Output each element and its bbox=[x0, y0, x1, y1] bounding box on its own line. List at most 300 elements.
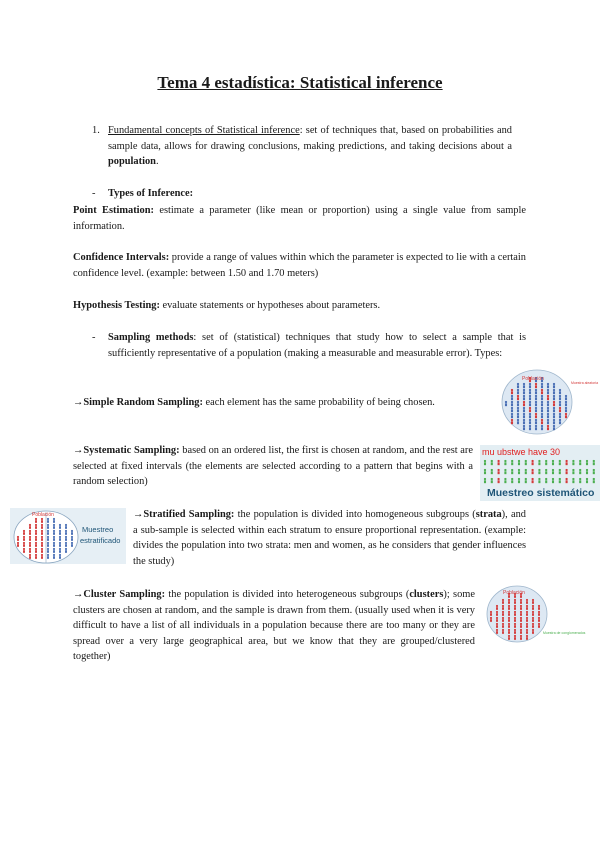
person-figure-icon bbox=[565, 460, 567, 462]
person-figure-icon bbox=[538, 613, 540, 616]
person-figure-icon bbox=[518, 469, 520, 471]
person-figure-icon bbox=[523, 409, 525, 412]
person-figure-icon bbox=[53, 532, 55, 535]
person-figure-icon bbox=[541, 389, 543, 391]
person-figure-icon bbox=[517, 389, 519, 391]
person-figure-icon bbox=[547, 401, 549, 403]
person-figure-icon bbox=[559, 469, 561, 471]
person-figure-icon bbox=[41, 550, 43, 553]
person-figure-icon bbox=[538, 462, 540, 465]
person-figure-icon bbox=[65, 550, 67, 553]
person-figure-icon bbox=[529, 383, 531, 385]
person-figure-icon bbox=[523, 395, 525, 397]
person-figure-icon bbox=[579, 480, 581, 483]
person-figure-icon bbox=[508, 599, 510, 601]
person-figure-icon bbox=[484, 462, 486, 465]
person-figure-icon bbox=[35, 524, 37, 526]
person-figure-icon bbox=[535, 401, 537, 403]
person-figure-icon bbox=[517, 395, 519, 397]
person-figure-icon bbox=[565, 413, 567, 415]
person-figure-icon bbox=[502, 625, 504, 628]
person-figure-icon bbox=[41, 538, 43, 541]
person-figure-icon bbox=[532, 617, 534, 619]
person-figure-icon bbox=[505, 403, 507, 406]
person-figure-icon bbox=[491, 478, 493, 480]
person-figure-icon bbox=[53, 550, 55, 553]
simple-random-paragraph bbox=[73, 395, 491, 411]
person-figure-icon bbox=[535, 385, 537, 388]
person-figure-icon bbox=[511, 413, 513, 415]
person-figure-icon bbox=[59, 538, 61, 541]
person-figure-icon bbox=[23, 542, 25, 544]
person-figure-icon bbox=[511, 471, 513, 474]
bold-term: strata bbox=[475, 509, 502, 520]
person-figure-icon bbox=[35, 542, 37, 544]
person-figure-icon bbox=[502, 605, 504, 607]
person-figure-icon bbox=[498, 480, 500, 483]
person-figure-icon bbox=[65, 536, 67, 538]
image-caption-line2: estratificado bbox=[80, 536, 121, 545]
person-figure-icon bbox=[29, 532, 31, 535]
person-figure-icon bbox=[552, 480, 554, 483]
person-figure-icon bbox=[593, 471, 595, 474]
person-figure-icon bbox=[53, 530, 55, 532]
person-figure-icon bbox=[547, 415, 549, 418]
person-figure-icon bbox=[553, 425, 555, 427]
person-figure-icon bbox=[53, 556, 55, 559]
person-figure-icon bbox=[47, 530, 49, 532]
person-figure-icon bbox=[511, 403, 513, 406]
person-figure-icon bbox=[526, 631, 528, 634]
person-figure-icon bbox=[523, 391, 525, 394]
person-figure-icon bbox=[496, 607, 498, 610]
person-figure-icon bbox=[535, 407, 537, 409]
person-figure-icon bbox=[553, 413, 555, 415]
person-figure-icon bbox=[535, 409, 537, 412]
person-figure-icon bbox=[529, 425, 531, 427]
person-figure-icon bbox=[529, 401, 531, 403]
person-figure-icon bbox=[593, 462, 595, 465]
person-figure-icon bbox=[541, 403, 543, 406]
person-figure-icon bbox=[532, 613, 534, 616]
person-figure-icon bbox=[517, 391, 519, 394]
person-figure-icon bbox=[559, 391, 561, 394]
person-figure-icon bbox=[566, 462, 568, 465]
person-figure-icon bbox=[535, 425, 537, 427]
person-figure-icon bbox=[65, 524, 67, 526]
person-figure-icon bbox=[547, 407, 549, 409]
person-figure-icon bbox=[511, 480, 513, 483]
person-figure-icon bbox=[532, 480, 534, 483]
person-figure-icon bbox=[559, 413, 561, 415]
person-figure-icon bbox=[504, 469, 506, 471]
definition: evaluate statements or hypotheses about parameters. bbox=[159, 300, 381, 311]
person-figure-icon bbox=[547, 397, 549, 400]
person-figure-icon bbox=[535, 397, 537, 400]
person-figure-icon bbox=[547, 427, 549, 430]
point-estimation-paragraph bbox=[73, 203, 526, 234]
person-figure-icon bbox=[35, 544, 37, 547]
person-figure-icon bbox=[532, 619, 534, 622]
person-figure-icon bbox=[47, 550, 49, 553]
person-figure-icon bbox=[47, 538, 49, 541]
person-figure-icon bbox=[497, 469, 499, 471]
definition-part1: the population is divided into homogeneous subgroups ( bbox=[234, 509, 476, 520]
person-figure-icon bbox=[559, 409, 561, 412]
person-figure-icon bbox=[541, 385, 543, 388]
person-figure-icon bbox=[535, 415, 537, 418]
person-figure-icon bbox=[53, 526, 55, 529]
person-figure-icon bbox=[71, 544, 73, 547]
person-figure-icon bbox=[532, 601, 534, 604]
person-figure-icon bbox=[523, 385, 525, 388]
person-figure-icon bbox=[553, 391, 555, 394]
person-figure-icon bbox=[502, 619, 504, 622]
person-figure-icon bbox=[65, 526, 67, 529]
person-figure-icon bbox=[496, 611, 498, 613]
person-figure-icon bbox=[526, 635, 528, 637]
person-figure-icon bbox=[41, 520, 43, 523]
person-figure-icon bbox=[545, 460, 547, 462]
person-figure-icon bbox=[532, 605, 534, 607]
person-figure-icon bbox=[484, 460, 486, 462]
person-figure-icon bbox=[565, 409, 567, 412]
person-figure-icon bbox=[514, 619, 516, 622]
person-figure-icon bbox=[520, 629, 522, 631]
person-figure-icon bbox=[553, 409, 555, 412]
image-label: Población bbox=[503, 590, 525, 596]
person-figure-icon bbox=[508, 623, 510, 625]
person-figure-icon bbox=[41, 518, 43, 520]
person-figure-icon bbox=[553, 407, 555, 409]
person-figure-icon bbox=[565, 395, 567, 397]
person-figure-icon bbox=[496, 619, 498, 622]
person-figure-icon bbox=[17, 538, 19, 541]
person-figure-icon bbox=[520, 617, 522, 619]
person-figure-icon bbox=[53, 544, 55, 547]
person-figure-icon bbox=[586, 471, 588, 474]
cluster-sampling-image bbox=[485, 584, 586, 644]
term: →Simple Random Sampling: bbox=[73, 397, 203, 408]
person-figure-icon bbox=[572, 480, 574, 483]
person-figure-icon bbox=[553, 421, 555, 424]
person-figure-icon bbox=[35, 518, 37, 520]
person-figure-icon bbox=[553, 415, 555, 418]
person-figure-icon bbox=[526, 607, 528, 610]
person-figure-icon bbox=[541, 401, 543, 403]
person-figure-icon bbox=[41, 548, 43, 550]
definition: estimate a parameter (like mean or proportion) using a single value from sample information. bbox=[73, 205, 526, 232]
person-figure-icon bbox=[511, 397, 513, 400]
person-figure-icon bbox=[502, 607, 504, 610]
person-figure-icon bbox=[484, 478, 486, 480]
person-figure-icon bbox=[504, 478, 506, 480]
person-figure-icon bbox=[541, 415, 543, 418]
person-figure-icon bbox=[518, 471, 520, 474]
term: Hypothesis Testing: bbox=[73, 300, 160, 311]
person-figure-icon bbox=[490, 617, 492, 619]
person-figure-icon bbox=[523, 415, 525, 418]
stratified-sampling-image bbox=[10, 508, 126, 564]
person-figure-icon bbox=[523, 403, 525, 406]
person-figure-icon bbox=[532, 631, 534, 634]
period: . bbox=[155, 156, 159, 167]
person-figure-icon bbox=[586, 460, 588, 462]
bold-term: population bbox=[108, 156, 156, 167]
person-figure-icon bbox=[504, 480, 506, 483]
person-figure-icon bbox=[502, 599, 504, 601]
simple-random-sampling-image bbox=[500, 368, 599, 436]
person-figure-icon bbox=[535, 403, 537, 406]
person-figure-icon bbox=[532, 599, 534, 601]
person-figure-icon bbox=[35, 538, 37, 541]
person-figure-icon bbox=[496, 605, 498, 607]
person-figure-icon bbox=[53, 542, 55, 544]
person-figure-icon bbox=[572, 469, 574, 471]
person-figure-icon bbox=[65, 530, 67, 532]
person-figure-icon bbox=[531, 469, 533, 471]
person-figure-icon bbox=[529, 391, 531, 394]
person-figure-icon bbox=[535, 427, 537, 430]
list-dash: - bbox=[92, 332, 96, 343]
person-figure-icon bbox=[559, 419, 561, 421]
person-figure-icon bbox=[526, 617, 528, 619]
handwritten-note: mu ubstwe have 30 bbox=[482, 447, 561, 457]
person-figure-icon bbox=[523, 401, 525, 403]
definition-part2: ); some clusters are chosen at random, and the sample is drawn from them. (usually used when it is very difficult to have a list of all individuals in a population because there are too many or they are spread over a very large geographical area, but we know that they are grouped/clustered together) bbox=[73, 589, 475, 662]
person-figure-icon bbox=[497, 478, 499, 480]
person-figure-icon bbox=[491, 471, 493, 474]
person-figure-icon bbox=[59, 544, 61, 547]
person-figure-icon bbox=[47, 542, 49, 544]
person-figure-icon bbox=[17, 544, 19, 547]
person-figure-icon bbox=[523, 421, 525, 424]
person-figure-icon bbox=[531, 478, 533, 480]
person-figure-icon bbox=[523, 419, 525, 421]
person-figure-icon bbox=[484, 471, 486, 474]
person-figure-icon bbox=[517, 385, 519, 388]
page-title: Tema 4 estadística: Statistical inference bbox=[157, 73, 443, 92]
person-figure-icon bbox=[59, 550, 61, 553]
person-figure-icon bbox=[17, 536, 19, 538]
person-figure-icon bbox=[497, 460, 499, 462]
person-figure-icon bbox=[59, 542, 61, 544]
person-figure-icon bbox=[559, 460, 561, 462]
person-figure-icon bbox=[17, 542, 19, 544]
person-figure-icon bbox=[490, 611, 492, 613]
person-figure-icon bbox=[593, 480, 595, 483]
person-figure-icon bbox=[35, 548, 37, 550]
person-figure-icon bbox=[593, 469, 595, 471]
person-figure-icon bbox=[541, 419, 543, 421]
person-figure-icon bbox=[511, 415, 513, 418]
section-heading: Fundamental concepts of Statistical inference bbox=[108, 125, 300, 136]
person-figure-icon bbox=[525, 480, 527, 483]
person-figure-icon bbox=[502, 611, 504, 613]
person-figure-icon bbox=[523, 389, 525, 391]
person-figure-icon bbox=[504, 462, 506, 465]
person-figure-icon bbox=[41, 526, 43, 529]
person-figure-icon bbox=[559, 471, 561, 474]
person-figure-icon bbox=[35, 550, 37, 553]
person-figure-icon bbox=[47, 518, 49, 520]
person-figure-icon bbox=[508, 605, 510, 607]
person-figure-icon bbox=[35, 530, 37, 532]
person-figure-icon bbox=[47, 532, 49, 535]
person-figure-icon bbox=[547, 425, 549, 427]
person-figure-icon bbox=[53, 524, 55, 526]
person-figure-icon bbox=[491, 462, 493, 465]
person-figure-icon bbox=[538, 460, 540, 462]
person-figure-icon bbox=[23, 530, 25, 532]
person-figure-icon bbox=[59, 536, 61, 538]
person-figure-icon bbox=[517, 401, 519, 403]
person-figure-icon bbox=[71, 536, 73, 538]
person-figure-icon bbox=[520, 637, 522, 640]
person-figure-icon bbox=[553, 395, 555, 397]
person-figure-icon bbox=[29, 526, 31, 529]
person-figure-icon bbox=[529, 427, 531, 430]
person-figure-icon bbox=[41, 542, 43, 544]
person-figure-icon bbox=[559, 407, 561, 409]
person-figure-icon bbox=[541, 425, 543, 427]
person-figure-icon bbox=[532, 625, 534, 628]
person-figure-icon bbox=[23, 532, 25, 535]
person-figure-icon bbox=[518, 462, 520, 465]
person-figure-icon bbox=[532, 462, 534, 465]
person-figure-icon bbox=[498, 462, 500, 465]
person-figure-icon bbox=[508, 607, 510, 610]
person-figure-icon bbox=[517, 409, 519, 412]
person-figure-icon bbox=[41, 554, 43, 556]
person-figure-icon bbox=[526, 629, 528, 631]
person-figure-icon bbox=[529, 409, 531, 412]
person-figure-icon bbox=[504, 460, 506, 462]
image-side-label: Muestra de conglomerados bbox=[543, 631, 586, 635]
person-figure-icon bbox=[490, 613, 492, 616]
person-figure-icon bbox=[538, 623, 540, 625]
person-figure-icon bbox=[538, 607, 540, 610]
person-figure-icon bbox=[559, 415, 561, 418]
person-figure-icon bbox=[538, 619, 540, 622]
person-figure-icon bbox=[593, 460, 595, 462]
person-figure-icon bbox=[529, 403, 531, 406]
person-figure-icon bbox=[517, 403, 519, 406]
person-figure-icon bbox=[502, 601, 504, 604]
person-figure-icon bbox=[41, 532, 43, 535]
image-label: Población bbox=[522, 376, 544, 382]
person-figure-icon bbox=[565, 407, 567, 409]
person-figure-icon bbox=[520, 635, 522, 637]
person-figure-icon bbox=[508, 631, 510, 634]
person-figure-icon bbox=[508, 635, 510, 637]
person-figure-icon bbox=[29, 550, 31, 553]
person-figure-icon bbox=[29, 524, 31, 526]
cluster-paragraph bbox=[73, 587, 475, 665]
person-figure-icon bbox=[514, 613, 516, 616]
person-figure-icon bbox=[29, 542, 31, 544]
definition: : set of (statistical) techniques that study how to select a sample that is sufficiently representative of a population (making a measurable and measurable error). Types: bbox=[108, 332, 526, 359]
person-figure-icon bbox=[23, 536, 25, 538]
person-figure-icon bbox=[496, 617, 498, 619]
person-figure-icon bbox=[511, 460, 513, 462]
person-figure-icon bbox=[508, 601, 510, 604]
person-figure-icon bbox=[508, 619, 510, 622]
confidence-intervals-paragraph bbox=[73, 250, 526, 281]
list-dash: - bbox=[92, 188, 96, 199]
person-figure-icon bbox=[523, 425, 525, 427]
person-figure-icon bbox=[508, 629, 510, 631]
person-figure-icon bbox=[559, 421, 561, 424]
person-figure-icon bbox=[491, 469, 493, 471]
person-figure-icon bbox=[59, 532, 61, 535]
person-figure-icon bbox=[541, 383, 543, 385]
person-figure-icon bbox=[496, 623, 498, 625]
person-figure-icon bbox=[71, 538, 73, 541]
person-figure-icon bbox=[552, 460, 554, 462]
person-figure-icon bbox=[547, 389, 549, 391]
person-figure-icon bbox=[532, 629, 534, 631]
term: Point Estimation: bbox=[73, 205, 154, 216]
person-figure-icon bbox=[572, 460, 574, 462]
person-figure-icon bbox=[523, 407, 525, 409]
person-figure-icon bbox=[541, 421, 543, 424]
person-figure-icon bbox=[566, 480, 568, 483]
person-figure-icon bbox=[541, 395, 543, 397]
person-figure-icon bbox=[520, 607, 522, 610]
person-figure-icon bbox=[484, 480, 486, 483]
person-figure-icon bbox=[505, 401, 507, 403]
person-figure-icon bbox=[29, 548, 31, 550]
person-figure-icon bbox=[517, 421, 519, 424]
person-figure-icon bbox=[529, 415, 531, 418]
person-figure-icon bbox=[572, 462, 574, 465]
person-figure-icon bbox=[535, 419, 537, 421]
definition-part2: ), and a sub-sample is selected within each stratum to ensure proportional representation. (example: divides the population into two strata: men and women, as he considers that gender influences the study) bbox=[133, 509, 526, 567]
person-figure-icon bbox=[490, 619, 492, 622]
person-figure-icon bbox=[552, 462, 554, 465]
list-number: 1. bbox=[92, 125, 100, 136]
person-figure-icon bbox=[502, 629, 504, 631]
person-figure-icon bbox=[541, 409, 543, 412]
person-figure-icon bbox=[65, 532, 67, 535]
person-figure-icon bbox=[520, 631, 522, 634]
person-figure-icon bbox=[511, 462, 513, 465]
person-figure-icon bbox=[535, 383, 537, 385]
person-figure-icon bbox=[518, 460, 520, 462]
person-figure-icon bbox=[71, 542, 73, 544]
person-figure-icon bbox=[517, 397, 519, 400]
person-figure-icon bbox=[59, 526, 61, 529]
person-figure-icon bbox=[502, 631, 504, 634]
person-figure-icon bbox=[586, 478, 588, 480]
image-label: Población bbox=[32, 512, 54, 518]
term: Confidence Intervals: bbox=[73, 252, 170, 263]
person-figure-icon bbox=[514, 625, 516, 628]
person-figure-icon bbox=[572, 471, 574, 474]
definition: each element has the same probability of being chosen. bbox=[202, 397, 435, 408]
person-figure-icon bbox=[538, 471, 540, 474]
person-figure-icon bbox=[53, 536, 55, 538]
person-figure-icon bbox=[47, 536, 49, 538]
person-figure-icon bbox=[532, 611, 534, 613]
person-figure-icon bbox=[579, 460, 581, 462]
person-figure-icon bbox=[532, 623, 534, 625]
person-figure-icon bbox=[514, 617, 516, 619]
image-side-label: Muestra aleatoria bbox=[571, 381, 599, 385]
person-figure-icon bbox=[559, 462, 561, 465]
person-figure-icon bbox=[520, 611, 522, 613]
